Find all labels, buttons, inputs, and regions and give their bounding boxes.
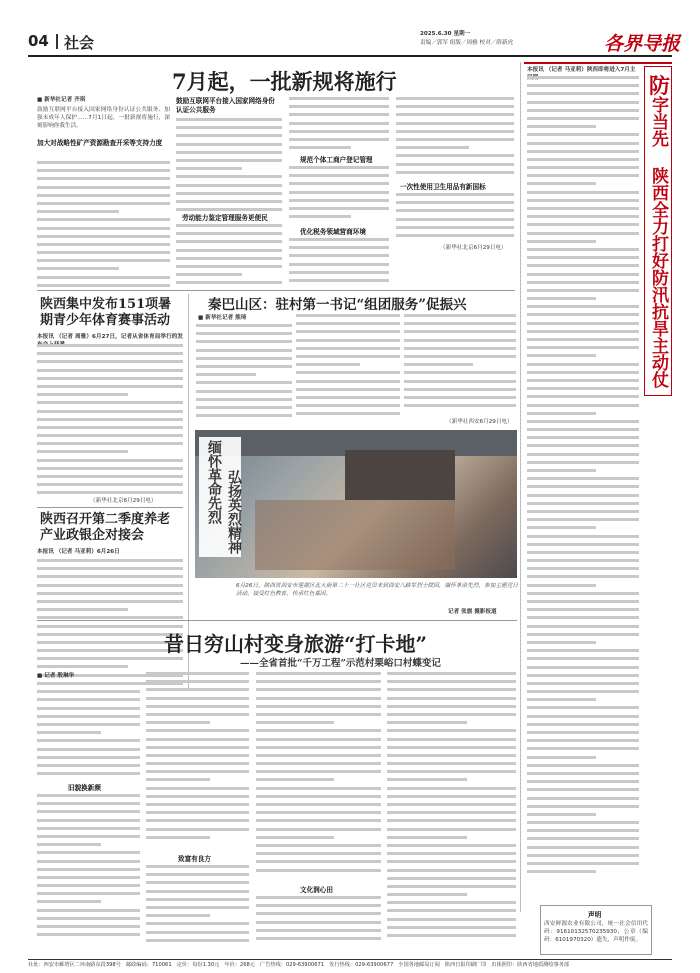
article1-subhead-3: 劳动能力鉴定管理服务更便民 (182, 214, 268, 222)
notice-text: 西安鲜源农业有限公司，统一社会信用代码：91610132570235930，公章（编码：6101970320）遗失，声明作废。 (544, 921, 648, 944)
article4-col3-text (404, 314, 516, 418)
footer-price: 定价：每份1.30元 (176, 962, 220, 968)
header-rule (28, 55, 672, 57)
article2-title: 陕西集中发布151项暑期青少年体育赛事活动 (40, 297, 172, 328)
article5-col3-text (256, 672, 381, 882)
article3-text (37, 559, 183, 687)
article1-col3-text (289, 97, 389, 152)
footer-distribution: 发行热线：029-63900677 (329, 962, 394, 968)
header-divider (56, 34, 58, 49)
footer-rule (28, 959, 672, 960)
article2-text (37, 344, 183, 496)
page-number: 04 (28, 32, 49, 50)
photo-vertical-title-right: 弘扬英烈精神 (226, 470, 242, 554)
footer-postcode: 邮政编码：710061 (125, 962, 172, 968)
article1-col3c-text (289, 238, 389, 286)
article4-title: 秦巴山区：驻村第一书记“组团服务”促振兴 (208, 297, 467, 313)
article5-col4-text (387, 672, 516, 946)
article1-col4-text (396, 97, 514, 179)
article4-byline: ■ 新华社记者 熊琦 (198, 315, 247, 321)
section-name: 社会 (64, 34, 95, 52)
article1-byline: ■ 新华社记者 齐琪 (37, 97, 86, 103)
article1-subhead-1: 加大对战略性矿产资源勘查开采等支持力度 (37, 139, 163, 147)
article5-subhead-1: 旧貌换新颜 (68, 784, 101, 792)
article2-source: （新华社北京6月29日电） (90, 498, 157, 504)
article1-col2b-text (176, 224, 282, 284)
article3-title: 陕西召开第二季度养老产业政银企对接会 (40, 512, 171, 543)
article5-subhead-3: 文化润心田 (300, 886, 333, 894)
sidebar-title-big: 防 (649, 73, 670, 98)
masthead-logo: 各界导报 (604, 33, 681, 55)
footer-printer: 陕西日报印刷厂印 (444, 962, 487, 968)
article5-col1-text (37, 682, 140, 780)
footer-address: 社址：西安市雁塔区二环南路东段398号 (28, 962, 121, 968)
article1-subhead-6: 一次性使用卫生用品有新国标 (400, 183, 486, 191)
article4-col1-text (196, 324, 292, 424)
footer-ad-phone: 广告热线：029-63900671 (260, 962, 325, 968)
sidebar-divider (520, 62, 521, 912)
article5-col2b-text (146, 865, 249, 945)
footer (28, 961, 672, 969)
article1-source: （新华社北京6月29日电） (440, 245, 507, 251)
article4-source: （新华社西安6月29日电） (446, 419, 513, 425)
article5-byline: ■ 记者 殷琳华 (37, 673, 75, 679)
article5-subtitle: ——全省首批“千万工程”示范村栗峪口村蝶变记 (240, 658, 441, 669)
article4-col2-text (296, 314, 400, 424)
article1-col3b-text (289, 166, 389, 224)
feature-photo (195, 430, 517, 578)
article1-lead: 鼓励互联网平台接入国家网络身份认证公共服务、加强未成年人保护……7月1日起，一批新规将施行，深刻影响你我生活。 (37, 107, 170, 130)
sidebar-text (527, 76, 639, 900)
notice-title: 声明 (588, 911, 602, 919)
article1-bottom-rule (37, 290, 515, 291)
sidebar-byline: 本报讯 （记者 马亚莉）陕西即将进入7月主 (527, 67, 636, 73)
article5-subhead-2: 致富有良方 (178, 855, 211, 863)
article1-col4b-text (396, 193, 514, 243)
footer-annual: 年价：268元 (224, 962, 255, 968)
article3-byline: 本报讯 （记者 马亚莉）6月26日 (37, 549, 120, 555)
article2-byline: 本报讯 （记者 周雅）6月27日，记者从省体育局举行的发 (37, 334, 183, 340)
sidebar-top-rule (524, 62, 672, 64)
article2-bottom-rule (37, 507, 183, 508)
article5-col2-text (146, 672, 249, 850)
photo-caption: 6月26日，陕西省西安市莲湖区北大街第二十一社区党员来到西安八路军烈士陵园，缅怀革命先烈，参加主题党日活动，接受红色教育，传承红色基因。 (236, 583, 518, 598)
article5-col1b-text (37, 794, 140, 946)
article1-col2-text (176, 118, 282, 210)
photo-vertical-title-left: 缅怀革命先烈 (206, 440, 222, 524)
footer-printing: 全国各地邮局订阅 (398, 962, 440, 968)
footer-plant: 出体照印：陕西省地质测绘事务部 (491, 962, 570, 968)
article1-title: 7月起，一批新规将施行 (172, 69, 397, 94)
article5-top-rule (37, 620, 517, 621)
photo-credit: 记者 张旗 摄影报道 (448, 609, 497, 615)
sidebar-title: 字当先 陕西全力打好防汛抗旱主动仗 (648, 96, 668, 388)
desk-info: 责编／郭军 组版／周雅 校对／薛新虎 (420, 40, 514, 46)
article1-subhead-2: 鼓励互联网平台接入国家网络身份认证公共服务 (176, 97, 275, 114)
article1-subhead-5: 优化税务领域营商环境 (300, 228, 366, 236)
article1-col1-text (37, 161, 170, 285)
article5-title: 昔日穷山村变身旅游“打卡地” (164, 632, 428, 656)
issue-date: 2025.6.30 星期一 (420, 31, 471, 37)
article1-subhead-4: 规范个体工商户登记管理 (300, 156, 373, 164)
page-header (28, 31, 698, 55)
article5-col3b-text (256, 896, 381, 946)
